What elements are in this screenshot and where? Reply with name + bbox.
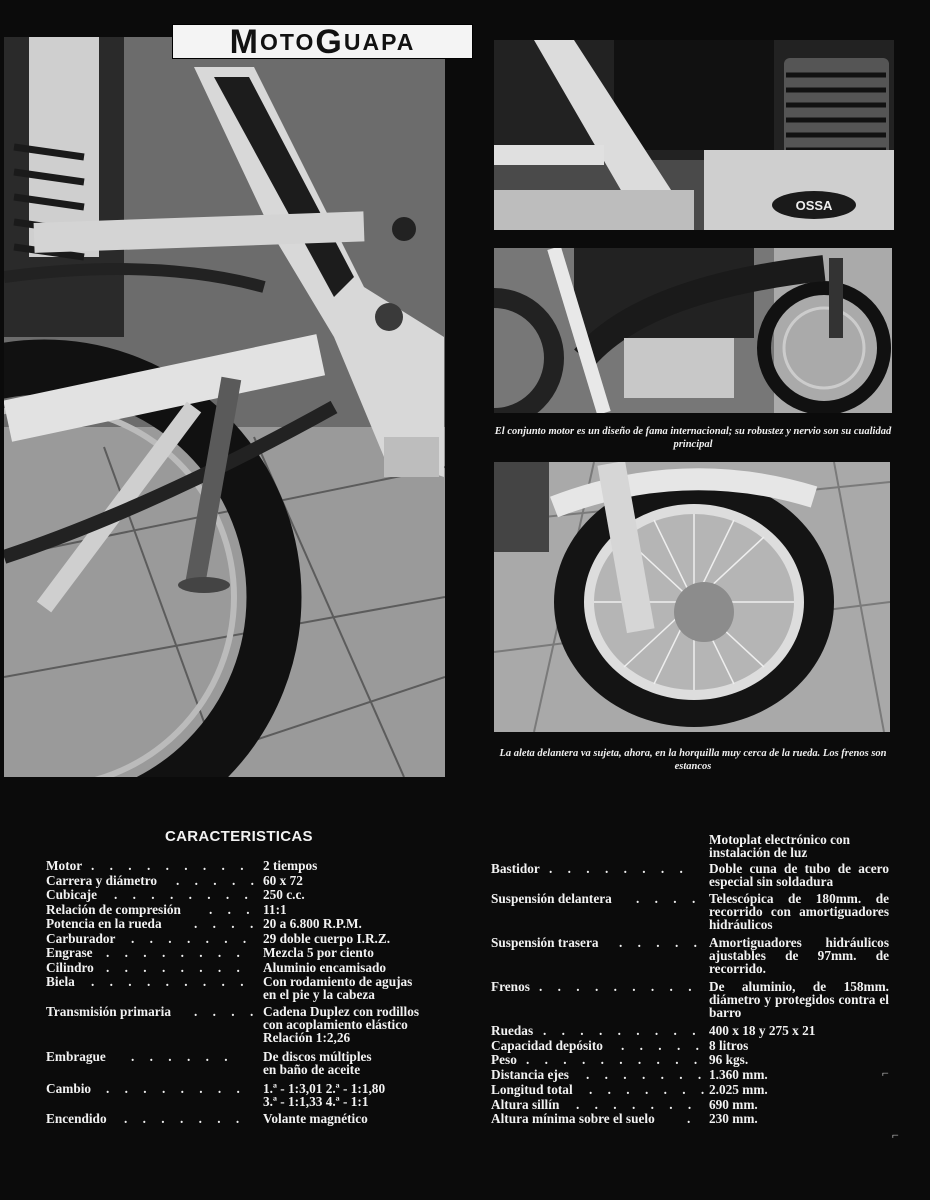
- spec-label: Peso: [491, 1052, 517, 1067]
- corner-mark: ⌐: [892, 1128, 899, 1142]
- spec-label: Motor: [46, 858, 83, 873]
- exhaust-photo: [494, 248, 892, 413]
- spec-label: Distancia ejes: [491, 1067, 569, 1082]
- spec-value: 690 mm.: [709, 1097, 758, 1112]
- rear-chain-photo: [4, 37, 445, 777]
- spec-value: 2 tiempos: [263, 858, 318, 873]
- spec-value: De aluminio, de 158mm. diámetro y protegidos contra el barro: [709, 979, 889, 1020]
- spec-value: 20 a 6.800 R.P.M.: [263, 916, 362, 931]
- spec-label: Altura sillín: [491, 1097, 560, 1112]
- spec-value: Telescópica de 180mm. de recorrido con amortiguadores hidráulicos: [709, 891, 889, 932]
- spec-label: Cilindro: [46, 960, 94, 975]
- spec-value: Mezcla 5 por ciento: [263, 945, 374, 960]
- ossa-badge: OSSA: [795, 198, 833, 213]
- spec-label: Frenos: [491, 979, 530, 994]
- spec-label: Longitud total: [491, 1082, 573, 1097]
- spec-label: Carrera y diámetro: [46, 873, 158, 888]
- spec-label: Suspensión delantera: [491, 891, 612, 906]
- specs-title: CARACTERISTICAS: [165, 828, 313, 845]
- front-wheel-photo: [494, 462, 890, 732]
- spec-label: Carburador: [46, 931, 116, 946]
- spec-value: Volante magnético: [263, 1111, 368, 1126]
- spec-value: 11:1: [263, 902, 287, 917]
- spec-value: 29 doble cuerpo I.R.Z.: [263, 931, 391, 946]
- spec-value: Amortiguadores hidráulicos ajustables de 97mm. de recorrido.: [709, 935, 889, 976]
- spec-value: 1.ª - 1:3,01 2.ª - 1:1,80 3.ª - 1:1,33 4.ª - 1:1: [263, 1081, 386, 1109]
- spec-value: 400 x 18 y 275 x 21: [709, 1023, 816, 1038]
- spec-value: 230 mm.: [709, 1111, 758, 1126]
- engine-caption: El conjunto motor es un diseño de fama internacional; su robustez y nervio son su cualidad principal: [494, 426, 892, 450]
- engine-photo: [494, 40, 894, 230]
- spec-value: 96 kgs.: [709, 1052, 749, 1067]
- magazine-logo: M OTO G UAPA: [172, 24, 473, 59]
- spec-value: 8 litros: [709, 1038, 749, 1053]
- spec-label: Suspensión trasera: [491, 935, 599, 950]
- spec-label: Engrase: [46, 945, 93, 960]
- spec-value: 60 x 72: [263, 873, 303, 888]
- spec-label: Transmisión primaria: [46, 1004, 171, 1019]
- spec-value: 250 c.c.: [263, 887, 305, 902]
- spec-value: Cadena Duplez con rodillos con acoplamiento elástico Relación 1:2,26: [263, 1004, 420, 1045]
- spec-value: Doble cuna de tubo de acero especial sin soldadura: [709, 861, 889, 889]
- spec-value: Con rodamiento de agujas en el pie y la cabeza: [263, 974, 413, 1002]
- spec-label: Altura mínima sobre el suelo: [491, 1111, 655, 1126]
- spec-value: 1.360 mm.: [709, 1067, 768, 1082]
- spec-label: Cubicaje: [46, 887, 97, 902]
- spec-value: Aluminio encamisado: [263, 960, 387, 975]
- spec-label: Encendido: [46, 1111, 107, 1126]
- spec-label: Cambio: [46, 1081, 92, 1096]
- spec-label: Relación de compresión: [46, 902, 181, 917]
- spec-value: Motoplat electrónico con instalación de luz: [709, 832, 851, 860]
- spec-label: Bastidor: [491, 861, 540, 876]
- spec-label: Ruedas: [491, 1023, 534, 1038]
- spec-label: Biela: [46, 974, 75, 989]
- spec-label: Potencia en la rueda: [46, 916, 162, 931]
- spec-label: Embrague: [46, 1049, 106, 1064]
- spec-value: 2.025 mm.: [709, 1082, 768, 1097]
- spec-value: De discos múltiples en baño de aceite: [263, 1049, 372, 1077]
- spec-label: Capacidad depósito: [491, 1038, 603, 1053]
- front-wheel-caption: La aleta delantera va sujeta, ahora, en la horquilla muy cerca de la rueda. Los frenos son estancos: [499, 748, 887, 772]
- corner-mark: ⌐: [882, 1066, 889, 1080]
